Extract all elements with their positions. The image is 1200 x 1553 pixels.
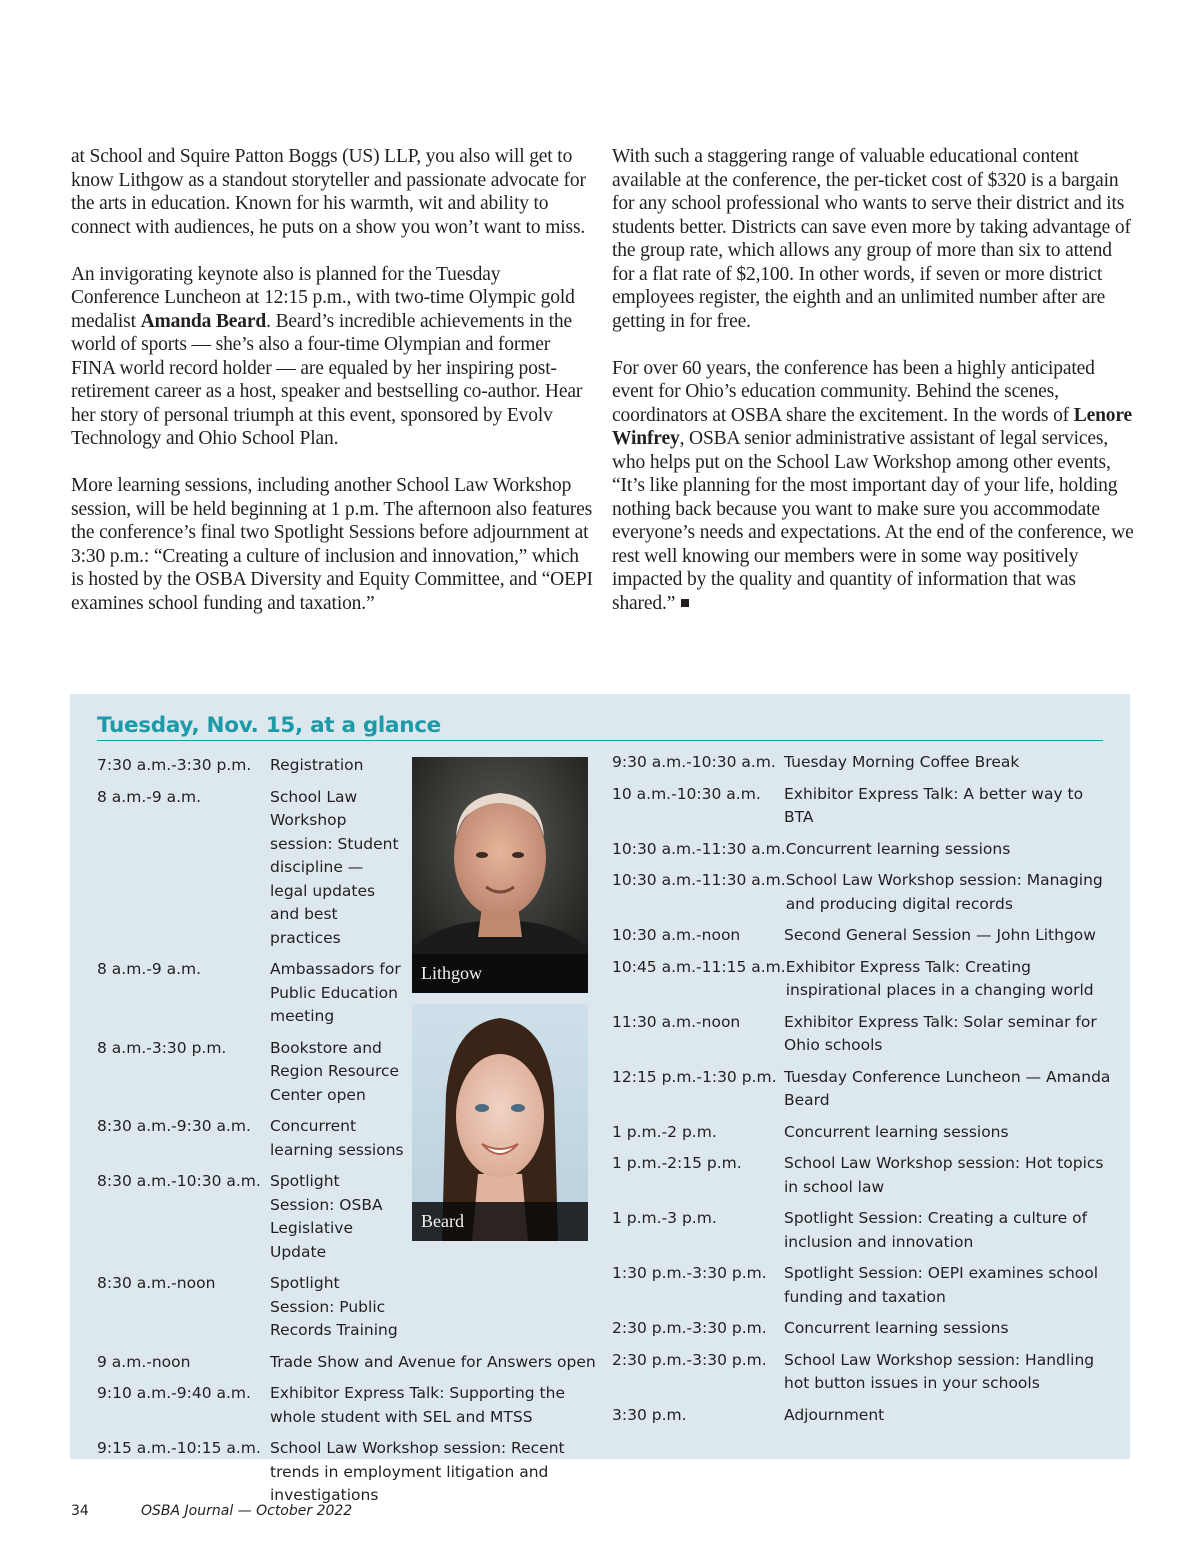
schedule-time: 10 a.m.-10:30 a.m. [612, 784, 761, 803]
right-schedule [612, 751, 1117, 1435]
schedule-time: 8 a.m.-3:30 p.m. [97, 1038, 227, 1057]
schedule-event: Spotlight Session: OSBA Legislative Update [270, 1172, 383, 1261]
schedule-time: 1 p.m.-2 p.m. [612, 1122, 717, 1141]
schedule-time: 10:30 a.m.-11:30 a.m. [612, 871, 786, 889]
schedule-row [97, 1437, 597, 1508]
schedule-event: Trade Show and Avenue for Answers open [270, 1352, 596, 1371]
paragraph [612, 357, 1134, 616]
paragraph: at School and Squire Patton Boggs (US) LLP, you also will get to know Lithgow as a standout storyteller and passionate advocate for the arts in education. Known for his warmth, wit and ability to connect with audiences, he puts on a show you won’t want to miss. [71, 146, 586, 238]
schedule-row [612, 1349, 1117, 1396]
schedule-row [612, 869, 1117, 916]
schedule-event: Bookstore and Region Resource Center open [270, 1038, 400, 1104]
schedule-time: 8 a.m.-9 a.m. [97, 787, 202, 806]
page-footer [71, 1503, 353, 1519]
schedule-event: Tuesday Conference Luncheon — Amanda Beard [784, 1067, 1111, 1109]
schedule-time: 8 a.m.-9 a.m. [97, 960, 202, 978]
schedule-event: Exhibitor Express Talk: A better way to BTA [784, 784, 1084, 826]
schedule-event: Adjournment [784, 1405, 885, 1424]
schedule-event: Concurrent learning sessions [785, 839, 1011, 858]
schedule-time: 9:30 a.m.-10:30 a.m. [612, 753, 776, 771]
schedule-event: Exhibitor Express Talk: Creating inspirational places in a changing world [785, 957, 1094, 999]
schedule-row [612, 1262, 1117, 1309]
paragraph: More learning sessions, including another School Law Workshop session, will be held beginning at 1 p.m. The afternoon also features the conference’s final two Spotlight Sessions before adjournment at 3:30 p.m.: “Creating a culture of inclusion and innovation,” which is hosted by the OSBA Diversity and Equity Committee, and “OEPI examines school funding and taxation.” [71, 475, 593, 614]
paragraph [71, 263, 593, 451]
schedule-time: 2:30 p.m.-3:30 p.m. [612, 1350, 767, 1369]
schedule-row [612, 1317, 1117, 1341]
schedule-row [612, 1011, 1117, 1058]
schedule-event: School Law Workshop session: Hot topics in school law [784, 1154, 1104, 1196]
schedule-row [97, 1272, 597, 1343]
schedule-event: School Law Workshop session: Managing and producing digital records [785, 871, 1103, 913]
schedule-time: 10:45 a.m.-11:15 a.m. [612, 957, 786, 976]
schedule-time: 11:30 a.m.-noon [612, 1012, 741, 1031]
schedule-time: 3:30 p.m. [612, 1405, 687, 1424]
schedule-row [97, 1382, 597, 1429]
at-a-glance-panel [70, 694, 1130, 1504]
lithgow-photo [412, 757, 588, 993]
schedule-time: 12:15 p.m.-1:30 p.m. [612, 1067, 777, 1086]
right-article-column [612, 145, 1134, 615]
schedule-time: 10:30 a.m.-noon [612, 926, 741, 944]
paragraph: With such a staggering range of valuable educational content available at the conference, the per-ticket cost of $320 is a bargain for any school professional who wants to serve their district and its students better. Districts can save even more by taking advantage of the group rate, which allows any group of more than six to attend for a flat rate of $2,100. In other words, if seven or more district employees register, the eighth and an unlimited number after are getting in for free. [612, 146, 1131, 332]
schedule-time: 8:30 a.m.-noon [97, 1274, 216, 1292]
schedule-event: Spotlight Session: Creating a culture of inclusion and innovation [784, 1209, 1088, 1251]
schedule-time: 8:30 a.m.-9:30 a.m. [97, 1117, 251, 1135]
schedule-row [612, 1207, 1117, 1254]
beard-photo [412, 1004, 588, 1241]
schedule-row [612, 956, 1117, 1003]
publication-name: OSBA Journal — October 2022 [141, 1503, 353, 1519]
schedule-time: 1:30 p.m.-3:30 p.m. [612, 1264, 767, 1282]
schedule-event: Concurrent learning sessions [270, 1117, 404, 1159]
schedule-event: Spotlight Session: Public Records Training [270, 1274, 398, 1339]
schedule-event: Tuesday Morning Coffee Break [784, 753, 1020, 771]
photo-caption: Beard [412, 1202, 588, 1241]
schedule-event: Concurrent learning sessions [784, 1122, 1009, 1141]
paragraph-text: . Beard’s incredible achievements in the world of sports — she’s also a four-time Olympian and former FINA world record holder — are equaled by her inspiring post-retirement career as a host, speaker and bestselling co-author. Hear her story of personal triumph at this event, sponsored by Evolv Technology and Ohio School Plan. [71, 310, 583, 449]
schedule-row [612, 838, 1117, 862]
schedule-event: School Law Workshop session: Handling hot button issues in your schools [784, 1350, 1095, 1392]
left-article-column [71, 145, 593, 615]
schedule-event: Exhibitor Express Talk: Solar seminar for Ohio schools [784, 1012, 1097, 1054]
schedule-row [612, 751, 1117, 775]
schedule-event: Concurrent learning sessions [784, 1319, 1009, 1337]
schedule-time: 1 p.m.-2:15 p.m. [612, 1154, 742, 1172]
schedule-time: 9:10 a.m.-9:40 a.m. [97, 1384, 251, 1402]
schedule-row [612, 1121, 1117, 1145]
schedule-row [612, 783, 1117, 830]
bold-name: Amanda Beard [140, 310, 267, 332]
schedule-row [97, 1351, 597, 1375]
schedule-event: Ambassadors for Public Education meeting [270, 960, 401, 1025]
schedule-event: Registration [270, 756, 364, 774]
end-mark-icon [681, 599, 689, 607]
schedule-row [612, 924, 1117, 948]
schedule-time: 9:15 a.m.-10:15 a.m. [97, 1439, 261, 1457]
bold-name: Lenore Winfrey [612, 404, 1133, 449]
schedule-row [612, 1404, 1117, 1428]
schedule-time: 1 p.m.-3 p.m. [612, 1209, 717, 1227]
schedule-row [612, 1066, 1117, 1113]
schedule-event: Exhibitor Express Talk: Supporting the whole student with SEL and MTSS [270, 1384, 565, 1426]
schedule-time: 2:30 p.m.-3:30 p.m. [612, 1319, 767, 1337]
photo-caption: Lithgow [412, 954, 588, 993]
schedule-event: Second General Session — John Lithgow [784, 926, 1096, 944]
schedule-event: School Law Workshop session: Recent trends in employment litigation and investigations [270, 1439, 565, 1504]
schedule-event: School Law Workshop session: Student discipline — legal updates and best practices [270, 787, 399, 947]
schedule-event: Spotlight Session: OEPI examines school funding and taxation [784, 1264, 1099, 1306]
schedule-time: 10:30 a.m.-11:30 a.m. [612, 839, 786, 858]
schedule-time: 9 a.m.-noon [97, 1352, 191, 1371]
page-number: 34 [71, 1503, 89, 1519]
schedule-time: 7:30 a.m.-3:30 p.m. [97, 756, 252, 774]
paragraph-text: For over 60 years, the conference has been a highly anticipated event for Ohio’s education community. Behind the scenes, coordinators at OSBA share the excitement. In the words of [612, 357, 1095, 426]
paragraph-text: An invigorating keynote also is planned for the Tuesday Conference Luncheon at 12:15 p.m., with two-time Olympic gold medalist [71, 263, 575, 332]
paragraph-text: , OSBA senior administrative assistant of legal services, who helps put on the School Law Workshop among other events, “It’s like planning for the most important day of your life, holding nothing back because you want to make sure you accommodate everyone’s needs and expectations. At the end of the conference, we rest well knowing our members were in some way positively impacted by the quality and quantity of information that was shared.” [612, 428, 1134, 614]
schedule-time: 8:30 a.m.-10:30 a.m. [97, 1172, 261, 1190]
panel-title: Tuesday, Nov. 15, at a glance [97, 714, 1103, 741]
schedule-row [612, 1152, 1117, 1199]
